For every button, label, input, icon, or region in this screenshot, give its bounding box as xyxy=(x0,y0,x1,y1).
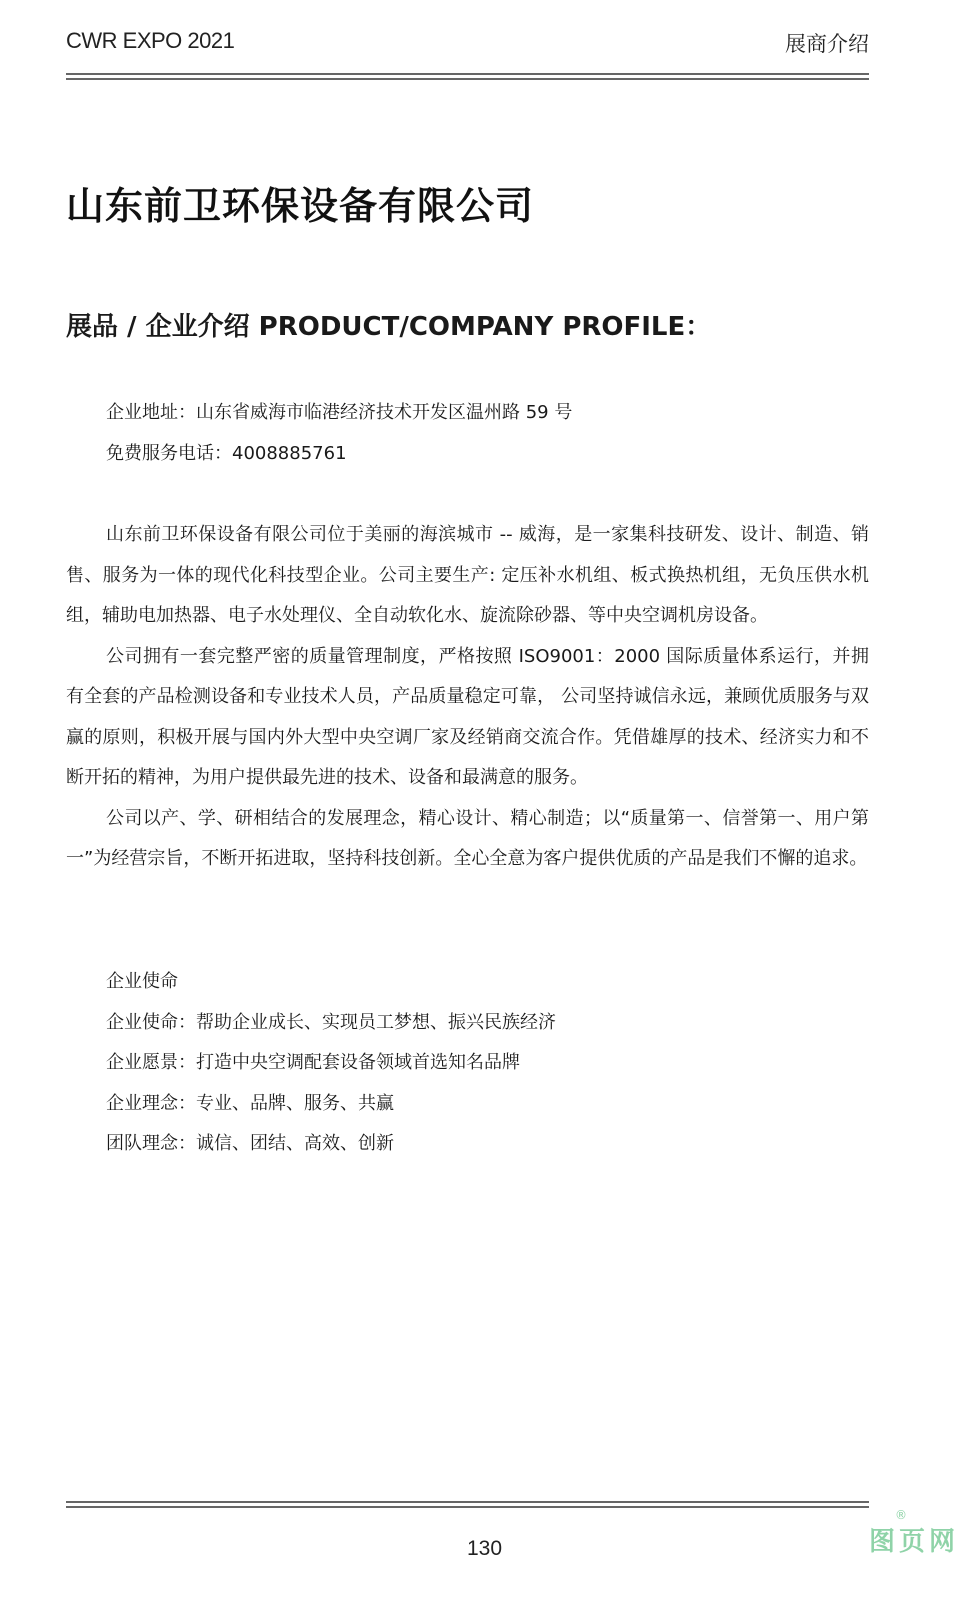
footer-divider xyxy=(66,1501,869,1508)
values-heading: 企业使命 xyxy=(106,971,178,992)
watermark-registered-mark: ® xyxy=(895,1508,907,1522)
section-heading: 展品 / 企业介绍 PRODUCT/COMPANY PROFILE： xyxy=(66,312,712,342)
vision-line: 企业愿景：打造中央空调配套设备领域首选知名品牌 xyxy=(106,1052,520,1073)
profile-paragraph: 公司拥有一套完整严密的质量管理制度，严格按照 ISO9001：2000 国际质量体系运行，并拥有全套的产品检测设备和专业技术人员，产品质量稳定可靠， 公司坚持诚信永远，兼顾优质服务与双赢的原则，积极开展与国内外大型中央空调厂家及经销商交流合作。凭借雄厚的技术、经济实力和不断开拓的精神，为用户提供最先进的技术、设备和最满意的服务。 xyxy=(66,645,869,788)
watermark-logo: 图页网 xyxy=(868,1527,959,1557)
profile-text xyxy=(66,515,869,880)
company-address: 企业地址：山东省威海市临港经济技术开发区温州路 59 号 xyxy=(106,402,573,423)
header-expo-name: CWR EXPO 2021 xyxy=(66,28,235,53)
mission-line: 企业使命：帮助企业成长、实现员工梦想、振兴民族经济 xyxy=(106,1012,556,1033)
header-divider xyxy=(66,73,869,80)
page-number: 130 xyxy=(466,1537,503,1560)
header-section-name: 展商介绍 xyxy=(785,32,869,56)
profile-paragraph: 公司以产、学、研相结合的发展理念，精心设计、精心制造；以“质量第一、信誉第一、用户第一”为经营宗旨，不断开拓进取，坚持科技创新。全心全意为客户提供优质的产品是我们不懈的追求。 xyxy=(66,807,869,869)
service-phone: 免费服务电话：4008885761 xyxy=(106,443,347,464)
philosophy-line: 企业理念：专业、品牌、服务、共赢 xyxy=(106,1093,394,1114)
team-line: 团队理念：诚信、团结、高效、创新 xyxy=(106,1133,394,1154)
profile-paragraph: 山东前卫环保设备有限公司位于美丽的海滨城市 -- 威海，是一家集科技研发、设计、制造、销售、服务为一体的现代化科技型企业。公司主要生产: 定压补水机组、板式换热机组，无负压供水机组，辅助电加热器、电子水处理仪、全自动软化水、旋流除砂器、等中央空调机房设备。 xyxy=(66,524,869,626)
company-title: 山东前卫环保设备有限公司 xyxy=(66,184,535,228)
